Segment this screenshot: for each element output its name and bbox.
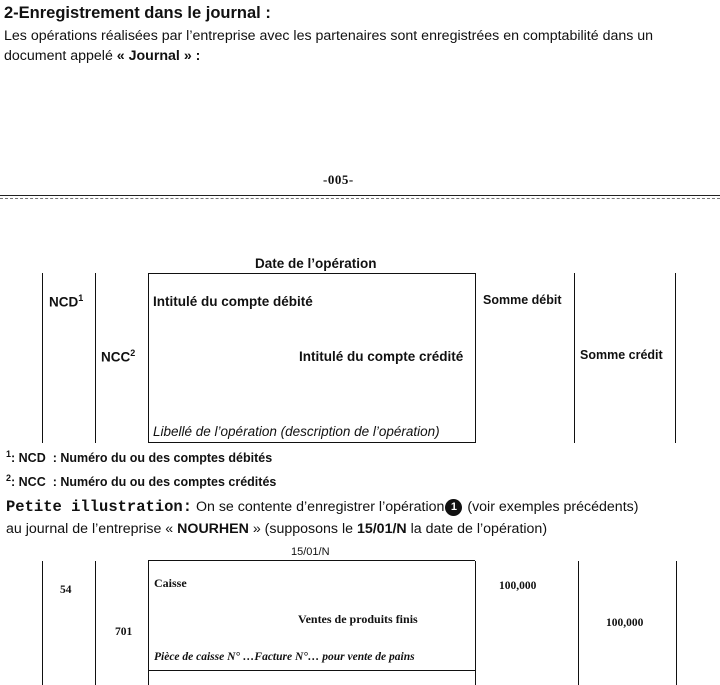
example-credit-account: Ventes de produits finis bbox=[298, 612, 418, 626]
model-date-underline bbox=[148, 273, 475, 274]
page-number: -005- bbox=[323, 172, 354, 187]
model-credit-account: Intitulé du compte crédité bbox=[299, 349, 464, 364]
footnote-ncc-abbr: : NCC bbox=[11, 475, 46, 490]
model-ncd bbox=[49, 293, 83, 310]
model-ncd-label: NCD bbox=[49, 294, 79, 310]
operation-date: 15/01/N bbox=[356, 521, 407, 537]
model-border-intitule bbox=[475, 273, 476, 443]
footnote-ncd-abbr: : NCD bbox=[11, 451, 46, 466]
example-border-intitule bbox=[475, 561, 476, 685]
intro-line-2 bbox=[4, 48, 200, 64]
journal-term: « Journal » : bbox=[116, 48, 201, 64]
model-ncc bbox=[101, 348, 135, 365]
example-bottom-line bbox=[148, 670, 475, 671]
model-libelle: Libellé de l’opération (description de l’opération) bbox=[153, 424, 440, 439]
footnote-ncd bbox=[6, 449, 272, 465]
illustration-line-1-text: On se contente d’enregistrer l’opération bbox=[192, 499, 445, 515]
model-ncc-label: NCC bbox=[101, 349, 131, 365]
example-credit-amount: 100,000 bbox=[606, 617, 644, 629]
illustration-line-1-suffix: (voir exemples précédents) bbox=[463, 499, 639, 515]
operation-number-badge: 1 bbox=[445, 499, 462, 516]
illustration-heading: Petite illustration: bbox=[6, 498, 193, 516]
example-date: 15/01/N bbox=[291, 546, 330, 558]
model-border-ncd bbox=[95, 273, 96, 443]
footnote-ncd-mark: 1 bbox=[6, 449, 12, 459]
model-somme-credit: Somme crédit bbox=[580, 348, 663, 362]
model-border-left bbox=[42, 273, 43, 443]
intro-line-2-prefix: document appelé bbox=[4, 48, 117, 64]
company-name: NOURHEN bbox=[177, 521, 249, 537]
model-date-label: Date de l’opération bbox=[255, 256, 377, 271]
example-border-debit bbox=[578, 561, 579, 685]
example-debit-account-no: 54 bbox=[60, 584, 72, 596]
model-debit-account: Intitulé du compte débité bbox=[153, 294, 313, 309]
example-border-ncc bbox=[148, 561, 149, 685]
footnote-ncd-text: : Numéro du ou des comptes débités bbox=[52, 451, 273, 466]
footnote-ncc-text: : Numéro du ou des comptes crédités bbox=[52, 475, 277, 490]
model-border-debit bbox=[574, 273, 575, 443]
illustration-line-2-prefix: au journal de l’entreprise « bbox=[6, 521, 178, 537]
illustration-line-2 bbox=[6, 521, 547, 537]
footnote-ncc-mark: 2 bbox=[6, 473, 12, 483]
illustration-line-2-mid: » (supposons le bbox=[248, 521, 357, 537]
model-border-credit bbox=[675, 273, 676, 443]
example-libelle: Pièce de caisse N° …Facture N°… pour vente de pains bbox=[154, 651, 415, 663]
intro-line-1: Les opérations réalisées par l’entreprise avec les partenaires sont enregistrées en comptabilité dans un bbox=[4, 28, 654, 44]
example-debit-amount: 100,000 bbox=[499, 580, 537, 592]
model-ncc-sup: 2 bbox=[130, 348, 136, 358]
example-border-ncd bbox=[95, 561, 96, 685]
model-ncd-sup: 1 bbox=[78, 293, 84, 303]
example-date-underline bbox=[148, 560, 475, 561]
page-break-dashes bbox=[0, 198, 720, 199]
illustration-line-1 bbox=[6, 498, 638, 516]
footnote-ncc bbox=[6, 473, 276, 489]
section-title: 2-Enregistrement dans le journal : bbox=[4, 4, 271, 22]
example-credit-account-no: 701 bbox=[115, 626, 133, 638]
page-break-line bbox=[0, 195, 720, 196]
example-border-left bbox=[42, 561, 43, 685]
example-border-credit bbox=[676, 561, 677, 685]
example-debit-account: Caisse bbox=[154, 576, 187, 590]
model-border-ncc bbox=[148, 273, 149, 443]
model-somme-debit: Somme débit bbox=[483, 293, 562, 307]
illustration-line-2-suffix: la date de l’opération) bbox=[406, 521, 548, 537]
model-bottom-line bbox=[148, 442, 475, 443]
